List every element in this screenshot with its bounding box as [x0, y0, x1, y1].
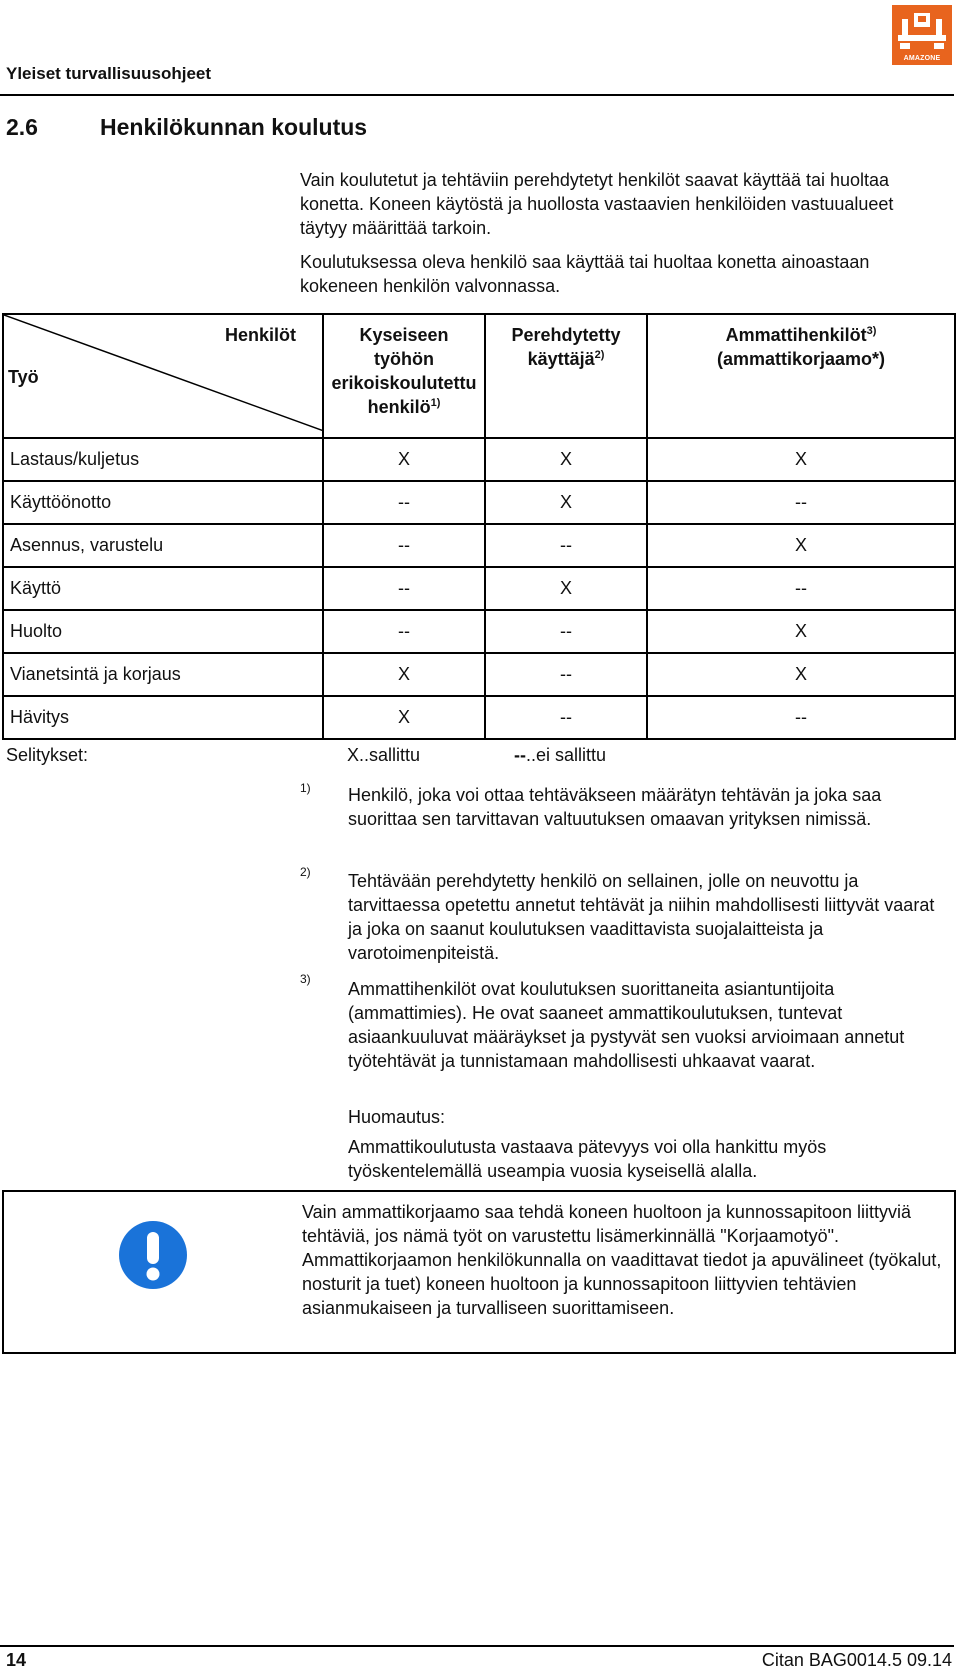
- table-corner-cell: [3, 314, 323, 438]
- value-cell: --: [485, 610, 647, 653]
- value-cell: --: [647, 567, 955, 610]
- value-cell: X: [647, 610, 955, 653]
- footer-rule: [0, 1645, 954, 1647]
- footnote-text: Henkilö, joka voi ottaa tehtäväkseen määrätyn tehtävän ja joka saa suorittaa sen tarvittavan valtuutuksen omaavan yrityksen nimissä.: [348, 785, 882, 829]
- footnote-number: 1): [300, 781, 311, 795]
- table-row: [3, 481, 955, 524]
- qualification-table: [2, 313, 956, 740]
- task-cell: Lastaus/kuljetus: [3, 438, 323, 481]
- exclamation-icon: [118, 1220, 188, 1290]
- logo-text: AMAZONE: [903, 55, 941, 62]
- column-header-trained-user: Perehdytetty käyttäjä$^{2)}$: [485, 314, 647, 438]
- tractor-icon: [892, 5, 952, 55]
- page-number: 14: [6, 1650, 27, 1670]
- document-id: Citan BAG0014.5 09.14: [761, 1650, 952, 1670]
- note-label: Huomautus:: [348, 1107, 446, 1127]
- legend-label: Selitykset:: [6, 745, 89, 765]
- value-cell: --: [323, 481, 485, 524]
- value-cell: X: [323, 696, 485, 739]
- amazone-logo: [892, 5, 952, 65]
- task-cell: Käyttöönotto: [3, 481, 323, 524]
- task-cell: Huolto: [3, 610, 323, 653]
- running-header: Yleiset turvallisuusohjeet: [6, 64, 212, 83]
- notice-box: [2, 1190, 956, 1354]
- value-cell: --: [323, 524, 485, 567]
- intro-paragraph: Vain koulutetut ja tehtäviin perehdytetyt henkilöt saavat käyttää tai huoltaa konetta. Koneen käytöstä ja huollosta vastaavien henkilöiden vastuualueet täytyy määrittää tarkoin.: [300, 170, 894, 238]
- footnote-text: Tehtävään perehdytetty henkilö on sellainen, jolle on neuvottu ja tarvittaessa opetettu annetut tehtävät ja niihin mahdollisesti liittyvät vaarat ja joka on saanut koulutuksen vaadittavista suojalaitteista ja varotoimenpiteistä.: [348, 871, 935, 963]
- table-row: [3, 696, 955, 739]
- legend-not-allowed: --..ei sallittu: [514, 745, 607, 765]
- footnote-text: Ammattihenkilöt ovat koulutuksen suorittaneita asiantuntijoita (ammattimies). He ovat saaneet ammattikoulutuksen, tuntevat asiaankuuluvat määräykset ja pystyvät sen vuoksi arvioimaan annetut työtehtävät ja tunnistamaan mahdollisesti uhkaavat vaarat.: [348, 979, 905, 1071]
- value-cell: X: [647, 653, 955, 696]
- value-cell: --: [485, 696, 647, 739]
- task-cell: Asennus, varustelu: [3, 524, 323, 567]
- value-cell: --: [647, 481, 955, 524]
- value-cell: --: [323, 567, 485, 610]
- intro-paragraph: Koulutuksessa oleva henkilö saa käyttää tai huoltaa konetta ainoastaan kokeneen henkilön valvonnassa.: [300, 252, 870, 296]
- footnote-number: 3): [300, 972, 311, 986]
- table-row: [3, 524, 955, 567]
- table-row: [3, 610, 955, 653]
- value-cell: --: [647, 696, 955, 739]
- table-row: [3, 653, 955, 696]
- column-header-professionals: Ammattihenkilöt$^{3)}$ (ammattikorjaamo*): [647, 314, 955, 438]
- value-cell: X: [323, 653, 485, 696]
- table-header-row: [3, 314, 955, 438]
- value-cell: X: [647, 524, 955, 567]
- value-cell: X: [485, 481, 647, 524]
- legend-allowed: X..sallittu: [347, 745, 421, 765]
- footnote-number: 2): [300, 865, 311, 879]
- notice-text: Vain ammattikorjaamo saa tehdä koneen huoltoon ja kunnossapitoon liittyviä tehtäviä, jos nämä työt on varustettu lisämerkinnällä "Korjaamotyö". Ammattikorjaamon henkilökunnalla on vaadittavat tiedot ja apuvälineet (työkalut, nosturit ja tuet) koneen huoltoon ja kunnossapitoon liittyvien tehtävien asianmukaiseen ja turvalliseen suorittamiseen.: [302, 1202, 942, 1318]
- task-cell: Käyttö: [3, 567, 323, 610]
- work-label: Työ: [8, 367, 39, 387]
- table-row: [3, 567, 955, 610]
- section-number: 2.6: [6, 114, 38, 140]
- value-cell: --: [485, 653, 647, 696]
- header-rule: [0, 94, 954, 96]
- task-cell: Vianetsintä ja korjaus: [3, 653, 323, 696]
- value-cell: X: [485, 567, 647, 610]
- value-cell: X: [647, 438, 955, 481]
- persons-label: Henkilöt: [224, 325, 296, 345]
- value-cell: X: [485, 438, 647, 481]
- section-title: Henkilökunnan koulutus: [100, 114, 368, 140]
- value-cell: --: [323, 610, 485, 653]
- table-row: [3, 438, 955, 481]
- note-text: Ammattikoulutusta vastaava pätevyys voi olla hankittu myös työskentelemällä useampia vuosia kyseisellä alalla.: [348, 1137, 827, 1181]
- task-cell: Hävitys: [3, 696, 323, 739]
- column-header-specialist: Kyseiseen työhön erikoiskoulutettu henkilö$^{1)}$: [323, 314, 485, 438]
- value-cell: X: [323, 438, 485, 481]
- value-cell: --: [485, 524, 647, 567]
